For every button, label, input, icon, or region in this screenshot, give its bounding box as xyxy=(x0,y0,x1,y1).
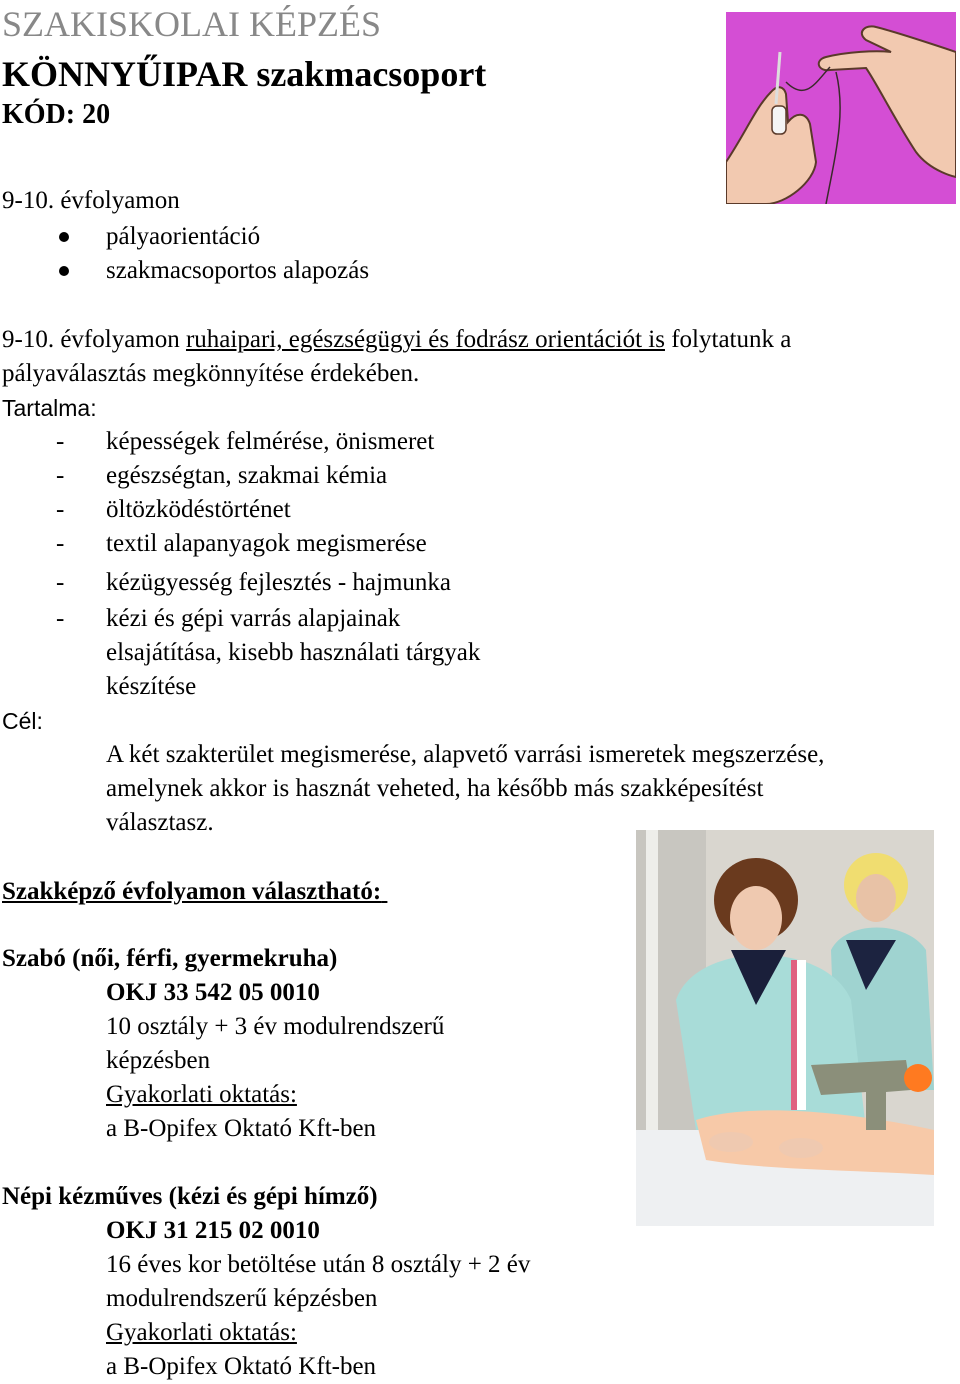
dash-icon: - xyxy=(56,605,65,632)
intro-paragraph-line2: pályaválasztás megkönnyítése érdekében. xyxy=(2,360,420,387)
dash-icon: - xyxy=(56,462,65,489)
program-duration: modulrendszerű képzésben xyxy=(106,1285,378,1312)
dash-icon: - xyxy=(56,496,65,523)
program-duration: képzésben xyxy=(106,1047,211,1074)
content-item: kézi és gépi varrás alapjainak xyxy=(106,605,401,632)
content-item: textil alapanyagok megismerése xyxy=(106,530,427,557)
intro-text: 9-10. évfolyamon xyxy=(2,326,186,353)
program-duration: 16 éves kor betöltése után 8 osztály + 2 év xyxy=(106,1251,531,1278)
heading-underline-extension xyxy=(381,875,485,909)
intro-underlined-text: ruhaipari, egészségügyi és fodrász orientációt is xyxy=(185,326,665,353)
code-label: KÓD: 20 xyxy=(2,99,111,130)
practice-label: Gyakorlati oktatás: xyxy=(106,1081,297,1108)
content-label: Tartalma: xyxy=(2,395,97,421)
needle-threading-illustration xyxy=(726,12,956,204)
content-item: öltözködéstörténet xyxy=(106,496,291,523)
goal-text-line: amelynek akkor is hasznát veheted, ha később más szakképesítést xyxy=(106,775,764,802)
program-name: Népi kézműves (kézi és gépi hímző) xyxy=(2,1183,378,1210)
options-heading-text: Szakképző évfolyamon választható: xyxy=(2,878,382,905)
program-okj: OKJ 33 542 05 0010 xyxy=(106,979,320,1006)
bullet-icon xyxy=(59,266,69,276)
sewing-students-photo xyxy=(636,830,934,1226)
content-item: képességek felmérése, önismeret xyxy=(106,428,435,455)
group-title: KÖNNYŰIPAR szakmacsoport xyxy=(2,54,487,94)
practice-label: Gyakorlati oktatás: xyxy=(106,1319,297,1346)
goal-text-line: választasz. xyxy=(106,809,214,836)
page-title: SZAKISKOLAI KÉPZÉS xyxy=(2,4,382,44)
bullet-item: szakmacsoportos alapozás xyxy=(106,257,370,284)
dash-icon: - xyxy=(56,428,65,455)
bullet-icon xyxy=(59,232,69,242)
practice-place: a B-Opifex Oktató Kft-ben xyxy=(106,1115,377,1142)
goal-label: Cél: xyxy=(2,708,43,734)
program-okj: OKJ 31 215 02 0010 xyxy=(106,1217,320,1244)
program-duration: 10 osztály + 3 év modulrendszerű xyxy=(106,1013,445,1040)
content-item: kézügyesség fejlesztés - hajmunka xyxy=(106,569,452,596)
content-item: készítése xyxy=(106,673,197,700)
content-item: elsajátítása, kisebb használati tárgyak xyxy=(106,639,481,666)
intro-paragraph-line1 xyxy=(2,323,791,357)
goal-text-line: A két szakterület megismerése, alapvető varrási ismeretek megszerzése, xyxy=(106,741,825,768)
intro-text: folytatunk a xyxy=(664,326,792,353)
grade-label: 9-10. évfolyamon xyxy=(2,187,180,214)
content-item: egészségtan, szakmai kémia xyxy=(106,462,388,489)
practice-place: a B-Opifex Oktató Kft-ben xyxy=(106,1353,377,1380)
bullet-item: pályaorientáció xyxy=(106,223,261,250)
program-name: Szabó (női, férfi, gyermekruha) xyxy=(2,945,338,972)
dash-icon: - xyxy=(56,569,65,596)
options-heading xyxy=(2,875,485,909)
dash-icon: - xyxy=(56,530,65,557)
